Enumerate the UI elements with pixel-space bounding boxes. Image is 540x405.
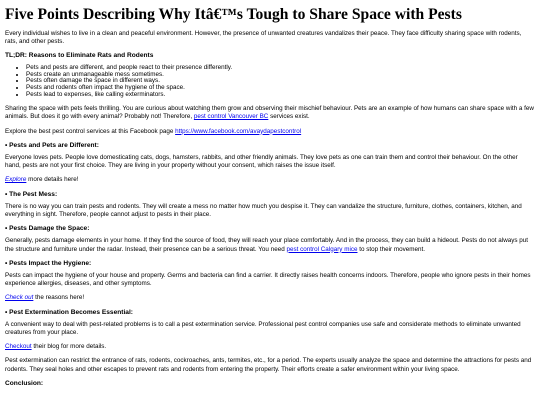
pest-control-calgary-link[interactable]: pest control Calgary mice bbox=[286, 245, 358, 253]
paragraph-text: services exist. bbox=[268, 113, 310, 121]
section-text-extermination-2: Pest extermination can restrict the entrance of rats, rodents, cockroaches, ants, termites, etc., for a period. The experts usually analyze the space and determine the attractions for pests and rodents. They seal holes and other escapes to prevent rats and rodents from entering the property. Their efforts create a safer environment within your living space. bbox=[5, 357, 532, 373]
paragraph-text: more details here! bbox=[26, 176, 79, 184]
tldr-list bbox=[5, 65, 535, 100]
section-text-mess: There is no way you can train pests and rodents. They will create a mess no matter how much you despise it. They can vandalize the structure, furniture, clothes, containers, kitchen, and everything in sight. Therefore, people cannot adjust to pests in their place. bbox=[5, 202, 522, 218]
list-item: • Pests often damage the space in different ways. bbox=[26, 78, 535, 85]
section-text-damage bbox=[5, 237, 535, 253]
section-text-hygiene: Pests can impact the hygiene of your house and property. Germs and bacteria can find a carrier. It directly raises health concerns indoors. Therefore, people who ignore pests in their homes experience allergies, diseases, and other symptoms. bbox=[5, 271, 531, 288]
paragraph-text: Explore the best pest control services at this Facebook page bbox=[5, 127, 176, 135]
facebook-link[interactable]: https://www.facebook.com/avaydapestcontrol bbox=[175, 127, 302, 135]
pest-control-vancouver-link[interactable]: pest control Vancouver BC bbox=[193, 113, 269, 121]
section-heading-damage: • Pests Damage the Space: bbox=[5, 225, 90, 233]
list-item: • Pets and pests are different, and people react to their presence differently. bbox=[26, 65, 535, 72]
list-item: • Pests and rodents often impact the hygiene of the space. bbox=[26, 85, 535, 92]
list-item: • Pests lead to expenses, like calling exterminators. bbox=[26, 92, 535, 99]
pets-paragraph bbox=[5, 105, 535, 121]
check-out-link[interactable]: Check out bbox=[5, 294, 34, 302]
checkout-blog-link[interactable]: Checkout bbox=[5, 343, 32, 351]
paragraph-text: Sharing the space with pets feels thrilling. You are curious about watching them grow and observing their mischief behaviour. Pets are an example of how humans can share space with a few animals. But does it go with every animal? Probably not! Therefore, bbox=[5, 105, 534, 121]
conclusion-heading: Conclusion: bbox=[5, 379, 44, 387]
page-title: Five Points Describing Why Itâ€™s Tough to Share Space with Pests bbox=[5, 6, 462, 23]
checkout-paragraph bbox=[5, 343, 535, 351]
section-text-pets: Everyone loves pets. People love domesticating cats, dogs, hamsters, rabbits, and other friendly animals. They love pets as one can train them and control their behaviour. On the other hand, pests are not your first choice. They are living in your property without your consent, which raises the issue itself. bbox=[5, 153, 518, 170]
explore-link[interactable]: Explore bbox=[5, 176, 27, 184]
section-heading-pets: • Pests and Pets are Different: bbox=[5, 141, 99, 149]
section-heading-hygiene: • Pests Impact the Hygiene: bbox=[5, 259, 92, 267]
intro-paragraph: Every individual wishes to live in a clean and peaceful environment. However, the presence of unwanted creatures vandalizes their peace. They face difficulty sharing space with rodents, rats, and other pests. bbox=[5, 30, 522, 46]
section-heading-mess: • The Pest Mess: bbox=[5, 190, 58, 198]
tldr-heading: TL;DR: Reasons to Eliminate Rats and Rodents bbox=[5, 52, 154, 60]
list-item: • Pests create an unmanageable mess sometimes. bbox=[26, 72, 535, 79]
paragraph-text: to stop their movement. bbox=[357, 245, 426, 253]
check-out-paragraph bbox=[5, 294, 535, 302]
paragraph-text: the reasons here! bbox=[33, 294, 85, 302]
paragraph-text: their blog for more details. bbox=[31, 343, 107, 351]
section-heading-extermination: • Pest Extermination Becomes Essential: bbox=[5, 308, 134, 316]
paragraph-text: Generally, pests damage elements in your home. If they find the source of food, they will reach your place comfortably. And in the process, they can build a hideout. Pests do not always put the structure and furniture under the radar. Instead, their presence can be a serious threat. You need bbox=[5, 237, 529, 253]
explore-paragraph bbox=[5, 176, 535, 184]
facebook-paragraph bbox=[5, 128, 535, 136]
section-text-extermination: A convenient way to deal with pest-related problems is to call a pest extermination service. Professional pest control companies use safe and considerate methods to eliminate unwanted creatures from your place. bbox=[5, 320, 521, 336]
